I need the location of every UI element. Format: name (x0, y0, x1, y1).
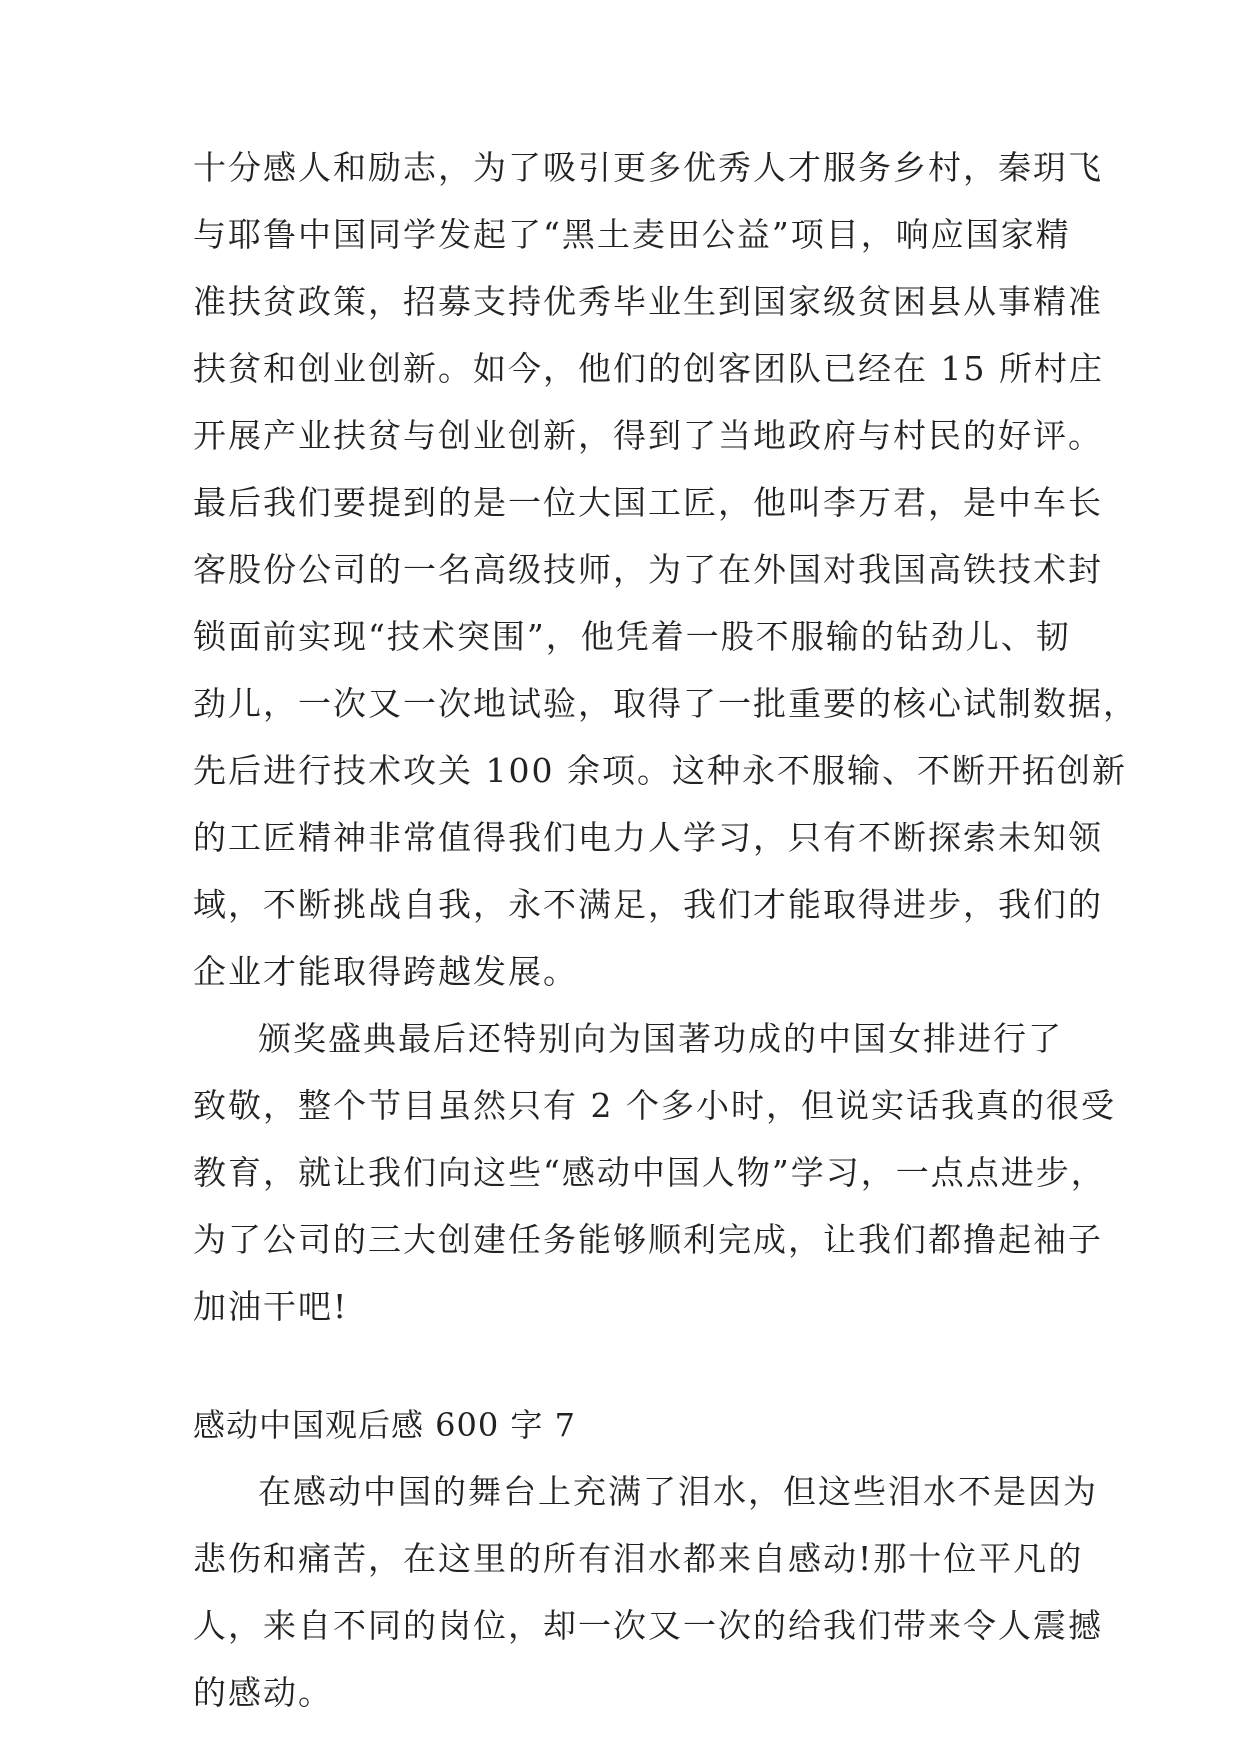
paragraph-first-line: 在感动中国的舞台上充满了泪水，但这些泪水不是因为 (258, 1472, 1098, 1511)
text-line: 锁面前实现“技术突围”，他凭着一股不服输的钻劲儿、韧 (193, 617, 1071, 656)
text-line: 开展产业扶贫与创业创新，得到了当地政府与村民的好评。 (193, 416, 1103, 455)
text-line: 域，不断挑战自我，永不满足，我们才能取得进步，我们的 (193, 885, 1103, 924)
paragraph-first-line: 颁奖盛典最后还特别向为国著功成的中国女排进行了 (258, 1019, 1063, 1058)
text-line: 人，来自不同的岗位，却一次又一次的给我们带来令人震撼 (193, 1606, 1103, 1645)
text-line: 加油干吧! (193, 1287, 349, 1326)
text-line: 为了公司的三大创建任务能够顺利完成，让我们都撸起袖子 (193, 1220, 1103, 1259)
text-line: 教育，就让我们向这些“感动中国人物”学习，一点点进步， (193, 1153, 1106, 1192)
text-line: 先后进行技术攻关 100 余项。这种永不服输、不断开拓创新 (193, 751, 1127, 790)
section-title: 感动中国观后感 600 字 7 (193, 1406, 576, 1444)
text-line: 致敬，整个节目虽然只有 2 个多小时，但说实话我真的很受 (193, 1086, 1116, 1125)
text-line: 与耶鲁中国同学发起了“黑土麦田公益”项目，响应国家精 (193, 215, 1071, 254)
text-line: 最后我们要提到的是一位大国工匠，他叫李万君，是中车长 (193, 483, 1103, 522)
text-line: 劲儿，一次又一次地试验，取得了一批重要的核心试制数据， (193, 684, 1138, 723)
text-line: 准扶贫政策，招募支持优秀毕业生到国家级贫困县从事精准 (193, 282, 1103, 321)
text-line: 十分感人和励志，为了吸引更多优秀人才服务乡村，秦玥飞 (193, 148, 1103, 187)
text-line: 客股份公司的一名高级技师，为了在外国对我国高铁技术封 (193, 550, 1103, 589)
text-line: 企业才能取得跨越发展。 (193, 952, 578, 991)
text-line: 悲伤和痛苦，在这里的所有泪水都来自感动!那十位平凡的 (193, 1539, 1084, 1578)
text-line: 的工匠精神非常值得我们电力人学习，只有不断探索未知领 (193, 818, 1103, 857)
text-line: 扶贫和创业创新。如今，他们的创客团队已经在 15 所村庄 (193, 349, 1104, 388)
text-line: 的感动。 (193, 1673, 333, 1712)
